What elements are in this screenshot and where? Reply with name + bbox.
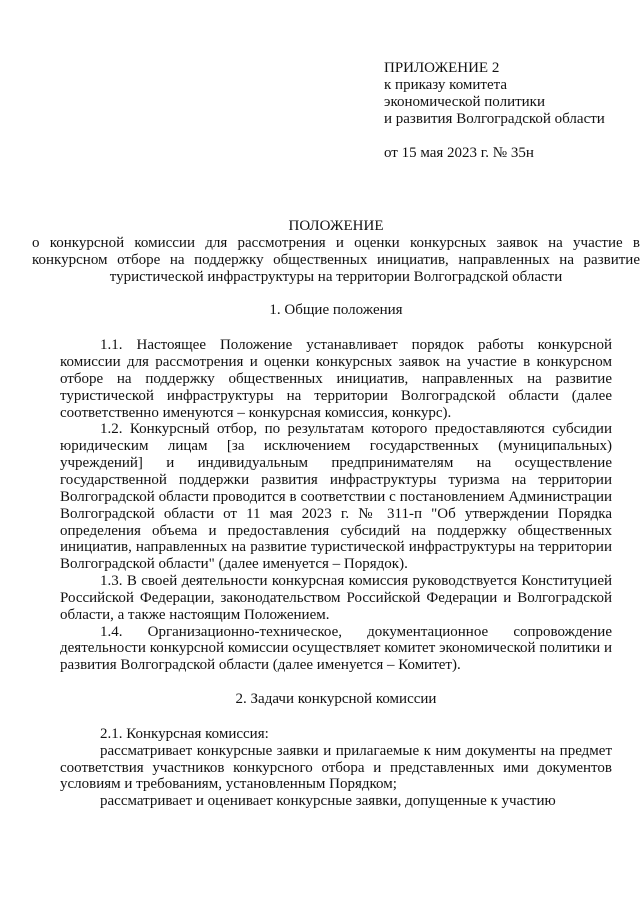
- appendix-line: к приказу комитета: [384, 77, 508, 93]
- appendix-title: ПРИЛОЖЕНИЕ 2: [384, 60, 500, 76]
- paragraph: рассматривает конкурсные заявки и прилагаемые к ним документы на предмет соответствия участников конкурсного отбора и представленных ими документов условиям и требованиям, установленным Порядком;: [60, 742, 612, 793]
- appendix-line: и развития Волгоградской области: [384, 111, 605, 127]
- paragraph: 1.3. В своей деятельности конкурсная комиссия руководствуется Конституцией Российской Федерации, законодательством Российской Федерации и Волгоградской области, а также настоящим Положением.: [60, 573, 612, 623]
- paragraph: 1.4. Организационно-техническое, документационное сопровождение деятельности конкурсной комиссии осуществляет комитет экономической политики и развития Волгоградской области (далее именуется – Комитет).: [60, 623, 612, 674]
- document-title: ПОЛОЖЕНИЕ: [288, 218, 384, 234]
- appendix-date: от 15 мая 2023 г. № 35н: [384, 145, 534, 161]
- appendix-line: экономической политики: [384, 94, 546, 110]
- paragraph: 1.1. Настоящее Положение устанавливает порядок работы конкурсной комиссии для рассмотрения и оценки конкурсных заявок на участие в конкурсном отборе на поддержку общественных инициатив, направленных на развитие туристической инфраструктуры на территории Волгоградской области (далее соответственно именуются – конкурсная комиссия, конкурс).: [60, 337, 612, 421]
- paragraph: 1.2. Конкурсный отбор, по результатам которого предоставляются субсидии юридическим лицам [за исключением государственных (муниципальных) учреждений] и индивидуальным предпринимателям на осуществление государственной поддержки развития инфраструктуры туризма на территории Волгоградской области проводится в соответствии с постановлением Администрации Волгоградской области от 11 мая 2023 г. № 311-п "Об утверждении Порядка определения объема и предоставления субсидий на поддержку общественных инициатив, направленных на развитие туристической инфраструктуры на территории Волгоградской области" (далее именуется – Порядок).: [60, 421, 612, 573]
- paragraph: 2.1. Конкурсная комиссия:: [100, 725, 269, 742]
- section-heading: 1. Общие положения: [269, 302, 403, 319]
- appendix-block: [384, 60, 634, 162]
- paragraph: рассматривает и оценивает конкурсные заявки, допущенные к участию: [100, 793, 556, 810]
- document-body: [32, 218, 640, 810]
- document-subtitle: о конкурсной комиссии для рассмотрения и оценки конкурсных заявок на участие в конкурсном отборе на поддержку общественных инициатив, направленных на развитие туристической инфраструктуры на территории Волгоградской области: [32, 234, 640, 285]
- section-heading: 2. Задачи конкурсной комиссии: [235, 691, 437, 708]
